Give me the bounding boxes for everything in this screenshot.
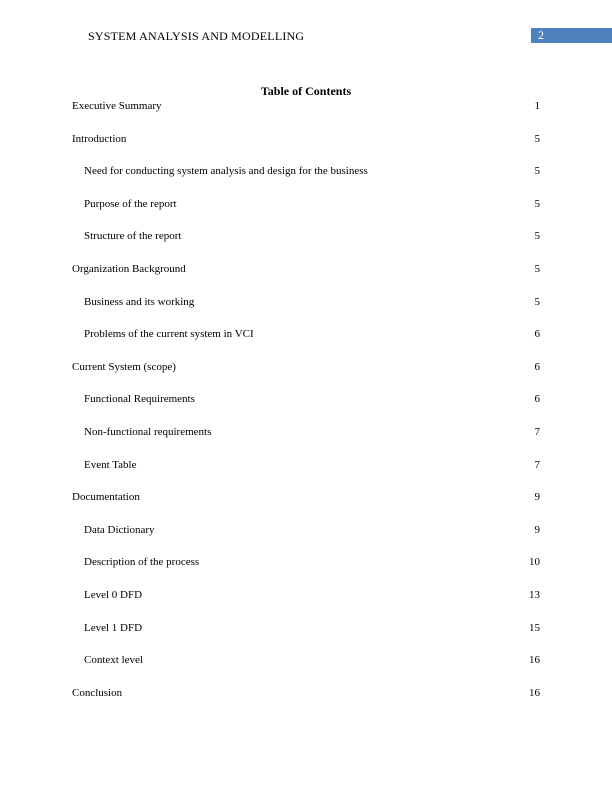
- toc-entry-label: Purpose of the report: [84, 197, 177, 210]
- toc-entry-page-number: 5: [534, 263, 540, 275]
- toc-entry-page-number: 5: [534, 197, 540, 210]
- toc-entry[interactable]: [84, 589, 540, 602]
- toc-entry-label: Level 1 DFD: [84, 621, 143, 634]
- toc-entry-page-number: 5: [534, 230, 540, 243]
- toc-entry-page-number: 7: [534, 458, 540, 471]
- toc-entry-label: Structure of the report: [84, 230, 182, 243]
- toc-entry-label: Context level: [84, 654, 143, 667]
- toc-entry-label: Functional Requirements: [84, 393, 195, 406]
- toc-entry[interactable]: [84, 654, 540, 667]
- toc-entry-label: Conclusion: [72, 686, 123, 699]
- toc-entry-label: Level 0 DFD: [84, 589, 143, 601]
- toc-entry[interactable]: [84, 328, 540, 341]
- toc-entry-page-number: 6: [534, 360, 540, 373]
- toc-entry[interactable]: [84, 426, 540, 439]
- toc-entry-label: Executive Summary: [72, 100, 162, 112]
- page-number-badge: 2: [531, 28, 612, 43]
- toc-entry[interactable]: [84, 556, 540, 569]
- toc-entry-label: Data Dictionary: [84, 523, 155, 536]
- toc-entry-page-number: 9: [534, 523, 540, 536]
- toc-entry[interactable]: [72, 100, 540, 113]
- toc-entry[interactable]: [72, 491, 540, 504]
- toc-entry[interactable]: [84, 393, 540, 406]
- toc-entry-page-number: 5: [534, 165, 540, 178]
- toc-entry[interactable]: [84, 622, 540, 635]
- running-header-title: SYSTEM ANALYSIS AND MODELLING: [88, 29, 305, 43]
- toc-entry[interactable]: [84, 198, 540, 211]
- toc-entry-label: Documentation: [72, 491, 140, 504]
- toc-entry[interactable]: [72, 133, 540, 146]
- toc-entry-label: Introduction: [72, 132, 127, 145]
- toc-entry[interactable]: [84, 524, 540, 537]
- toc-entry-page-number: 13: [529, 589, 540, 601]
- toc-entry-page-number: 16: [529, 686, 540, 699]
- toc-entry-label: Non-functional requirements: [84, 426, 212, 438]
- toc-entry-page-number: 1: [534, 100, 540, 112]
- toc-entry-page-number: 6: [534, 393, 540, 406]
- toc-entry-page-number: 9: [534, 491, 540, 504]
- toc-entry-page-number: 15: [529, 621, 540, 634]
- toc-title: Table of Contents: [260, 84, 352, 98]
- toc-entry[interactable]: [72, 361, 540, 374]
- toc-entry-label: Need for conducting system analysis and design for the business: [84, 165, 368, 178]
- toc-entry[interactable]: [84, 165, 540, 178]
- toc-entry-page-number: 6: [534, 328, 540, 341]
- toc-entry[interactable]: [84, 459, 540, 472]
- toc-entry[interactable]: [84, 296, 540, 309]
- toc-entry-page-number: 7: [534, 426, 540, 438]
- toc-entry-page-number: 16: [529, 654, 540, 667]
- toc-entry-label: Current System (scope): [72, 360, 176, 373]
- toc-entry[interactable]: [72, 687, 540, 700]
- toc-entry-label: Event Table: [84, 458, 137, 471]
- toc-entry-label: Problems of the current system in VCI: [84, 328, 254, 341]
- toc-entry-label: Description of the process: [84, 556, 200, 569]
- toc-entry-page-number: 10: [529, 556, 540, 569]
- toc-entry-page-number: 5: [534, 132, 540, 145]
- toc-entry[interactable]: [72, 263, 540, 276]
- toc-entry[interactable]: [84, 230, 540, 243]
- toc-entry-label: Organization Background: [72, 263, 186, 275]
- toc-entry-label: Business and its working: [84, 295, 195, 308]
- toc-entry-page-number: 5: [534, 295, 540, 308]
